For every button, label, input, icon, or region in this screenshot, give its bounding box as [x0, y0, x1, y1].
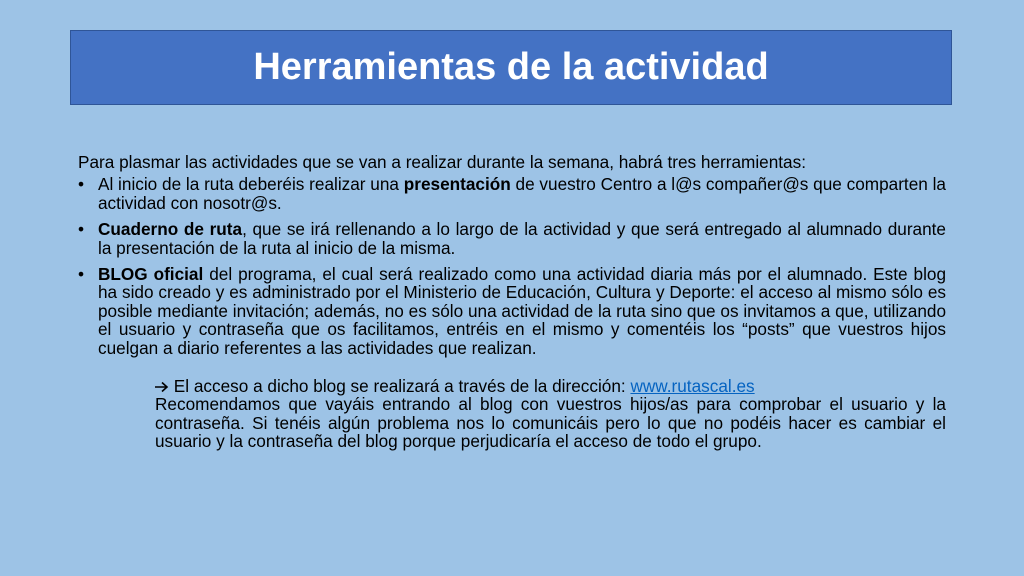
bullet-1-bold: presentación — [403, 174, 511, 195]
list-item-cuaderno — [78, 220, 946, 257]
bullet-icon: • — [78, 219, 85, 240]
slide-title-box — [70, 30, 952, 105]
list-item-presentacion — [78, 175, 946, 212]
bullet-1-text-after: de vuestro Centro a l@s compañer@s que comparten la actividad con nosotr@s. — [98, 174, 946, 213]
bullet-3-text-after: del programa, el cual será realizado como una actividad diaria más por el alumnado. Este blog ha sido creado y es administrado por el Ministerio de Educación, Cultura y Deporte: el acceso al mismo sólo es posible mediante invitación; además, no es sólo una actividad de la ruta sino que os invitamos a que, utilizando el usuario y contraseña que os facilitamos, entréis en el mismo y comentéis los “posts” que vuestros hijos cuelgan a diario referentes a las actividades que realizan. — [98, 264, 947, 358]
slide-title: Herramientas de la actividad — [253, 46, 769, 88]
bullet-2-text-after: , que se irá rellenando a lo largo de la actividad y que será entregado al alumnado durante la presentación de la ruta al inicio de la misma. — [98, 219, 946, 258]
access-text: El acceso a dicho blog se realizará a través de la dirección: — [173, 376, 631, 397]
list-item-blog — [78, 265, 946, 357]
slide-body — [78, 153, 946, 451]
access-line — [155, 377, 946, 395]
access-section — [155, 377, 946, 451]
recommend-text: Recomendamos que vayáis entrando al blog con vuestros hijos/as para comprobar el usuario y la contraseña. Si tenéis algún problema nos lo comunicáis pero lo que no podéis hacer es cambiar el usuario y la contraseña del blog porque perjudicaría el acceso de todo el grupo. — [155, 394, 946, 452]
bullet-icon: • — [78, 264, 85, 285]
tools-list — [78, 175, 946, 357]
bullet-icon: • — [78, 174, 85, 195]
blog-link[interactable]: www.rutascal.es — [630, 376, 755, 397]
arrow-right-icon — [155, 376, 174, 396]
bullet-3-bold: BLOG oficial — [98, 264, 204, 285]
intro-text: Para plasmar las actividades que se van a realizar durante la semana, habrá tres herramientas: — [78, 152, 806, 172]
bullet-2-bold: Cuaderno de ruta — [98, 219, 243, 240]
bullet-1-text-before: Al inicio de la ruta deberéis realizar una — [98, 174, 404, 195]
